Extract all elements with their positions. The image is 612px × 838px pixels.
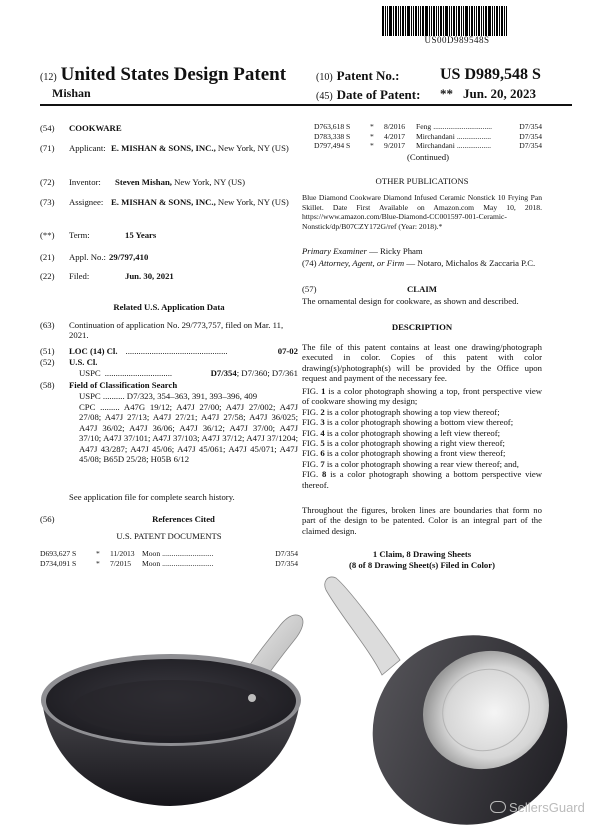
uspc-line bbox=[40, 368, 298, 378]
barcode-bar bbox=[443, 6, 444, 36]
rivet bbox=[248, 694, 256, 702]
label: Filed: bbox=[69, 271, 90, 281]
inventor-short: Mishan bbox=[52, 86, 91, 100]
doc-type-heading bbox=[40, 64, 286, 86]
field-num: (54) bbox=[40, 123, 55, 133]
cpc-text: CPC ......... A47G 19/12; A47J 27/00; A47J 27/002; A47J 27/08; A47J 27/13; A47J 27/21; A47J 27/58; A47J 36/025; A47J 36/02; A47J 36/06; A47J 36/12; A47J 37/00; A47J 37/10; A47J 37/101; A47J 37/103; A47J 37/12; A47J 37/1204; A47J 43/287; A47J 45/06; A47J 45/061; A47J 45/071; A47J 45/08; B65D 25/28; H05B 6/12 bbox=[79, 402, 298, 465]
ref-name: Mirchandani bbox=[416, 141, 455, 150]
ref-date: 8/2016 bbox=[384, 122, 406, 131]
field-num: (12) bbox=[40, 72, 57, 83]
barcode-bar bbox=[429, 6, 430, 36]
uspc-secondary: ; D7/360; D7/361 bbox=[236, 368, 298, 378]
barcode-bar bbox=[465, 6, 468, 36]
figure-description bbox=[302, 469, 542, 490]
refs-field bbox=[40, 514, 298, 524]
ref-star: * bbox=[370, 122, 374, 131]
field-num: (71) bbox=[40, 143, 55, 153]
fig-num: 1 bbox=[321, 386, 326, 396]
doc-type: United States Design Patent bbox=[60, 64, 287, 85]
ref-no: D783,338 S bbox=[314, 131, 351, 141]
fig-pre: FIG. bbox=[302, 406, 321, 417]
barcode-bar bbox=[387, 6, 388, 36]
refs-heading: References Cited bbox=[152, 514, 215, 524]
ref-dots: ........................... bbox=[162, 549, 214, 558]
figure-description bbox=[302, 386, 542, 407]
label: Attorney, Agent, or Firm bbox=[318, 258, 405, 268]
date-label bbox=[316, 87, 420, 103]
claim-heading: CLAIM bbox=[407, 284, 437, 294]
fig-num: 3 bbox=[320, 417, 325, 428]
header-rule bbox=[40, 104, 572, 106]
label: Appl. No.: bbox=[69, 252, 106, 262]
barcode-bar bbox=[488, 6, 491, 36]
watermark-text: SellersGuard bbox=[509, 800, 585, 815]
watermark bbox=[490, 800, 585, 815]
ref-star: * bbox=[96, 558, 100, 568]
barcode-bar bbox=[471, 6, 473, 36]
applicant-location: New York, NY (US) bbox=[215, 143, 289, 153]
filed-field bbox=[40, 271, 298, 281]
barcode-bar bbox=[474, 6, 475, 36]
ref-date: 9/2017 bbox=[384, 141, 406, 150]
figure-description bbox=[302, 428, 542, 438]
continued: (Continued) bbox=[407, 152, 449, 162]
pan-bottom-photo bbox=[320, 560, 580, 830]
term-field bbox=[40, 230, 298, 240]
appl-field bbox=[40, 252, 298, 262]
assignee-field bbox=[40, 197, 298, 207]
patent-date bbox=[440, 86, 536, 102]
fig-pre: FIG. bbox=[302, 386, 322, 396]
field-num: (**) bbox=[40, 230, 55, 240]
examiner bbox=[302, 246, 542, 256]
fig-pre: FIG. bbox=[302, 438, 321, 449]
sheets-line-2: (8 of 8 Drawing Sheet(s) Filed in Color) bbox=[349, 560, 495, 570]
ref-dots: ............................... bbox=[433, 122, 493, 131]
ref-dots: .................. bbox=[456, 131, 491, 141]
ref-cls: D7/354 bbox=[519, 141, 542, 150]
field-num: (57) bbox=[302, 284, 317, 294]
figure-list bbox=[302, 386, 542, 490]
field-num: (51) bbox=[40, 346, 55, 356]
field-num: (52) bbox=[40, 357, 55, 367]
uspc-primary: D7/354 bbox=[210, 368, 237, 378]
barcode-bar bbox=[382, 6, 384, 36]
sheets-line-1: 1 Claim, 8 Drawing Sheets bbox=[372, 549, 472, 559]
ref-no: D693,627 S bbox=[40, 549, 77, 558]
barcode-bar bbox=[496, 6, 498, 36]
barcode-bar bbox=[407, 6, 410, 36]
label: Applicant: bbox=[69, 143, 106, 153]
title-value: COOKWARE bbox=[69, 123, 122, 133]
barcode-bar bbox=[463, 6, 464, 36]
figure-description bbox=[302, 407, 542, 417]
barcode-bar bbox=[458, 6, 460, 36]
loc-field bbox=[40, 346, 298, 356]
barcode-bar bbox=[433, 6, 435, 36]
field-num: (22) bbox=[40, 271, 55, 281]
barcode-bar bbox=[504, 6, 505, 36]
right-refs bbox=[314, 122, 542, 151]
description-heading: DESCRIPTION bbox=[391, 322, 453, 332]
fig-text: is a color photograph showing a left view thereof; bbox=[324, 427, 501, 438]
barcode-bar bbox=[422, 6, 424, 36]
field-num: (58) bbox=[40, 380, 55, 390]
barcode-bar bbox=[438, 6, 439, 36]
barcode bbox=[382, 6, 532, 36]
wechat-icon bbox=[490, 801, 506, 813]
label: Term: bbox=[69, 230, 90, 240]
fig-text: is a color photograph showing a right view thereof; bbox=[324, 438, 505, 449]
assignee-location: New York, NY (US) bbox=[215, 197, 289, 207]
attorney bbox=[302, 258, 542, 268]
label: Date of Patent: bbox=[336, 87, 421, 102]
label: LOC (14) Cl. bbox=[69, 346, 118, 356]
field-num: (73) bbox=[40, 197, 55, 207]
ref-no: D763,618 S bbox=[314, 122, 351, 131]
applicant-field bbox=[40, 143, 298, 153]
fig-num: 7 bbox=[320, 458, 325, 469]
fig-text: is a color photograph showing a top view thereof; bbox=[324, 406, 500, 417]
ref-no: D734,091 S bbox=[40, 558, 77, 568]
ref-star: * bbox=[96, 549, 100, 558]
pan-front-photo bbox=[30, 600, 315, 820]
ref-star: * bbox=[370, 141, 374, 150]
label: USPC bbox=[79, 368, 101, 378]
ref-name: Moon bbox=[142, 549, 161, 558]
applicant-name: E. MISHAN & SONS, INC., bbox=[111, 143, 216, 153]
label: Primary Examiner bbox=[302, 246, 367, 256]
filed-value: Jun. 30, 2021 bbox=[125, 271, 174, 281]
ref-cls: D7/354 bbox=[519, 131, 542, 141]
ref-dots: ........................... bbox=[162, 558, 214, 568]
barcode-bar bbox=[440, 6, 442, 36]
barcode-bar bbox=[418, 6, 419, 36]
barcode-bar bbox=[398, 6, 399, 36]
figure-description bbox=[302, 459, 542, 469]
reference-row bbox=[40, 549, 298, 559]
barcode-bar bbox=[413, 6, 414, 36]
barcode-bar bbox=[483, 6, 484, 36]
other-pub-text: Blue Diamond Cookware Diamond Infused Ceramic Nonstick 10 Frying Pan Skillet. Date First Available on Amazon.com May 10, 2018. https://www.amazon.com/Blue-Diamond-CC001597-001-Ceramic-Nonstick/dp/B07CZY172G/ref (Year: 2018).* bbox=[302, 193, 542, 231]
leader-dots: ............................... bbox=[104, 368, 173, 378]
fig-text: is a color photograph showing a top, front perspective view of cookware showing my design; bbox=[302, 386, 542, 407]
barcode-bar bbox=[494, 6, 495, 36]
ref-name: Feng bbox=[416, 122, 432, 131]
date-value: Jun. 20, 2023 bbox=[463, 86, 536, 101]
fig-pre: FIG. bbox=[302, 417, 321, 428]
see-app bbox=[40, 492, 298, 502]
ref-date: 7/2015 bbox=[110, 558, 132, 568]
reference-row bbox=[40, 559, 298, 569]
desc-p2: Throughout the figures, broken lines are boundaries that form no part of the design to be patented. Color is an integral part of the claimed design. bbox=[302, 505, 542, 536]
left-refs bbox=[40, 549, 298, 568]
barcode-bar bbox=[476, 6, 477, 36]
barcode-bar bbox=[492, 6, 493, 36]
barcode-bar bbox=[461, 6, 462, 36]
fig-text: is a color photograph showing a front view thereof; bbox=[324, 448, 506, 459]
barcode-bar bbox=[485, 6, 487, 36]
ref-name: Mirchandani bbox=[416, 131, 455, 141]
us-patent-docs: U.S. PATENT DOCUMENTS bbox=[116, 531, 222, 541]
fig-text: is a color photograph showing a rear view thereof; and, bbox=[324, 458, 519, 469]
barcode-bar bbox=[478, 6, 480, 36]
barcode-bar bbox=[449, 6, 450, 36]
fig-text: is a color photograph showing a bottom perspective view thereof. bbox=[302, 469, 542, 490]
continuation-text: Continuation of application No. 29/773,757, filed on Mar. 11, 2021. bbox=[69, 320, 284, 341]
barcode-bar bbox=[425, 6, 428, 36]
barcode-bar bbox=[405, 6, 406, 36]
fig-pre: FIG. bbox=[302, 448, 321, 459]
examiner-name: — Ricky Pham bbox=[366, 246, 423, 256]
uspc-search bbox=[40, 391, 298, 401]
other-pub-heading: OTHER PUBLICATIONS bbox=[375, 176, 469, 186]
label: Assignee: bbox=[69, 197, 104, 207]
see-app-text: See application file for complete search history. bbox=[69, 492, 235, 502]
barcode-bar bbox=[402, 6, 404, 36]
field-num: (74) bbox=[302, 258, 317, 268]
field-search bbox=[40, 380, 298, 390]
barcode-bar bbox=[393, 6, 394, 36]
assignee-name: E. MISHAN & SONS, INC., bbox=[111, 197, 216, 207]
fig-pre: FIG. bbox=[302, 458, 321, 469]
reference-row bbox=[314, 122, 542, 132]
label: Field of Classification Search bbox=[69, 380, 178, 390]
barcode-bar bbox=[395, 6, 397, 36]
barcode-bar bbox=[506, 6, 507, 36]
label: Inventor: bbox=[69, 177, 101, 187]
fig-pre: FIG. bbox=[302, 427, 321, 438]
field-num: (72) bbox=[40, 177, 55, 187]
figure-description bbox=[302, 417, 542, 427]
barcode-bar bbox=[469, 6, 470, 36]
term-star: ** bbox=[440, 86, 453, 101]
reference-row bbox=[314, 141, 542, 151]
barcode-bar bbox=[385, 6, 386, 36]
barcode-bar bbox=[411, 6, 412, 36]
field-num: (63) bbox=[40, 320, 55, 330]
ref-cls: D7/354 bbox=[275, 558, 298, 568]
barcode-bar bbox=[431, 6, 432, 36]
related-heading: Related U.S. Application Data bbox=[113, 302, 225, 312]
ref-no: D797,494 S bbox=[314, 141, 351, 150]
field-num: (21) bbox=[40, 252, 55, 262]
ref-star: * bbox=[370, 131, 374, 141]
continuation-field bbox=[40, 320, 298, 341]
loc-value: 07-02 bbox=[277, 346, 298, 356]
fig-text: is a color photograph showing a bottom view thereof; bbox=[324, 417, 514, 428]
patent-number: US D989,548 S bbox=[440, 66, 541, 83]
attorney-name: — Notaro, Michalos & Zaccaria P.C. bbox=[404, 258, 536, 268]
desc-heading-row bbox=[302, 322, 542, 332]
barcode-bar bbox=[499, 6, 500, 36]
desc-p1: The file of this patent contains at least one drawing/photograph executed in color. Copies of this patent with color drawing(s)/photograph(s) will be provided by the Office upon request and payment of the necessary fee. bbox=[302, 342, 542, 384]
inventor-location: New York, NY (US) bbox=[171, 177, 246, 187]
barcode-bar bbox=[445, 6, 448, 36]
figure-description bbox=[302, 448, 542, 458]
term-value: 15 Years bbox=[125, 230, 157, 240]
fig-pre: FIG. bbox=[302, 469, 322, 480]
inventor-name: Steven Mishan, bbox=[115, 177, 172, 187]
field-num: (45) bbox=[316, 91, 333, 102]
ref-name: Moon bbox=[142, 558, 161, 568]
patent-no-label bbox=[316, 68, 400, 84]
ref-cls: D7/354 bbox=[519, 122, 542, 131]
fig-num: 8 bbox=[321, 469, 327, 480]
barcode-bar bbox=[415, 6, 417, 36]
title-field bbox=[40, 123, 298, 133]
barcode-bar bbox=[501, 6, 503, 36]
fig-num: 5 bbox=[320, 438, 325, 449]
field-num: (10) bbox=[316, 72, 333, 83]
barcode-bar bbox=[420, 6, 421, 36]
uscl-field bbox=[40, 357, 298, 367]
field-num: (56) bbox=[40, 514, 55, 524]
fig-num: 2 bbox=[320, 406, 325, 417]
barcode-bar bbox=[451, 6, 452, 36]
inventor-field bbox=[40, 177, 298, 187]
ref-date: 4/2017 bbox=[384, 131, 406, 141]
cpc-field bbox=[40, 402, 298, 464]
ref-dots: .................. bbox=[456, 141, 491, 150]
pan-handle bbox=[325, 577, 400, 675]
reference-row bbox=[314, 132, 542, 142]
claim-heading-row bbox=[302, 284, 542, 294]
ref-cls: D7/354 bbox=[275, 549, 298, 558]
ref-date: 11/2013 bbox=[110, 549, 135, 558]
label: Patent No.: bbox=[336, 68, 400, 83]
barcode-bar bbox=[400, 6, 401, 36]
barcode-bar bbox=[436, 6, 437, 36]
label: U.S. Cl. bbox=[69, 357, 98, 367]
fig-num: 4 bbox=[320, 427, 325, 438]
barcode-text: US00D989548S bbox=[424, 35, 490, 45]
appl-value: 29/797,410 bbox=[109, 252, 149, 262]
fig-num: 6 bbox=[320, 448, 325, 459]
claim-text: The ornamental design for cookware, as shown and described. bbox=[302, 296, 519, 306]
barcode-bar bbox=[389, 6, 392, 36]
barcode-bar bbox=[456, 6, 457, 36]
leader-dots: ............................................... bbox=[125, 346, 228, 356]
figure-description bbox=[302, 438, 542, 448]
barcode-bar bbox=[481, 6, 482, 36]
uspc-search-text: USPC .......... D7/323, 354–363, 391, 393–396, 409 bbox=[79, 391, 258, 401]
barcode-bar bbox=[453, 6, 455, 36]
